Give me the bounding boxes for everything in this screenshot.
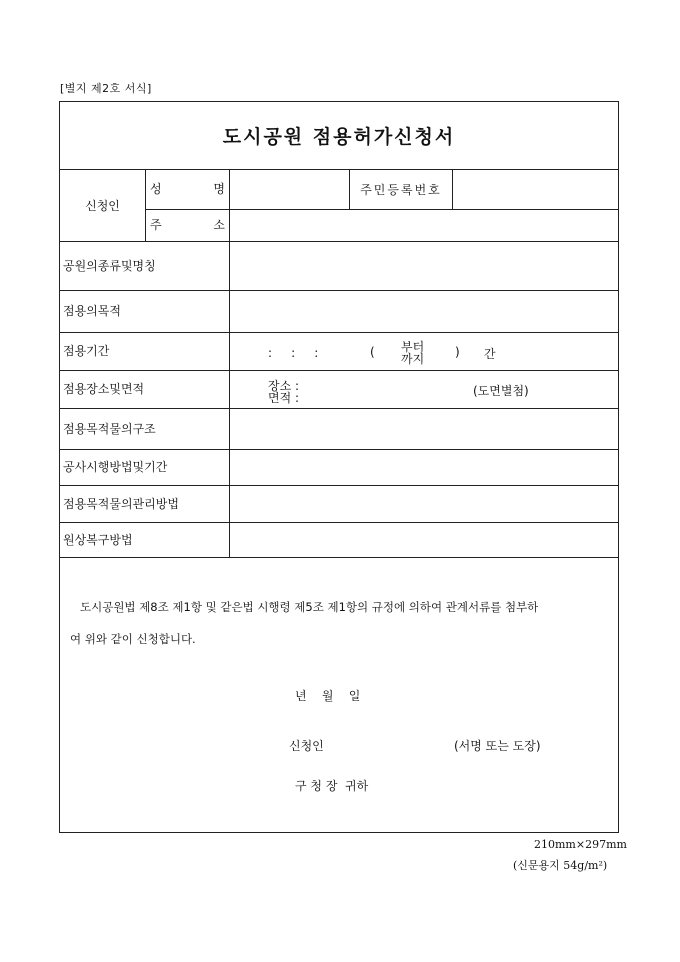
park-type-field[interactable] — [230, 242, 618, 290]
structure-label: 점용목적물의구조 — [63, 421, 156, 436]
place-area-label: 점용장소및면적 — [63, 382, 145, 396]
signature-note[interactable]: (서명 또는 도장) — [454, 739, 541, 753]
form-title: 도시공원 점용허가신청서 — [222, 126, 456, 148]
address-field[interactable] — [230, 210, 618, 241]
construction-field[interactable] — [230, 450, 618, 485]
period-field[interactable]: : : : ( 부터 까지 ) 간 — [268, 340, 496, 366]
rrn-field[interactable] — [453, 170, 618, 209]
restoration-label: 원상복구방법 — [63, 532, 133, 547]
park-type-label: 공원의종류및명칭 — [63, 258, 156, 273]
name-label: 성 명 — [150, 182, 225, 196]
form-reference: [별지 제2호 서식] — [60, 82, 152, 95]
name-field[interactable] — [230, 170, 349, 209]
management-field[interactable] — [230, 486, 618, 522]
addressee: 구 청 장 귀하 — [295, 779, 369, 793]
application-form — [59, 101, 619, 833]
drawing-note: (도면별첨) — [473, 384, 529, 398]
restoration-field[interactable] — [230, 523, 618, 557]
period-label: 점용기간 — [63, 344, 110, 358]
date-line[interactable]: 년 월 일 — [295, 689, 361, 703]
purpose-field[interactable] — [230, 291, 618, 332]
place-label: 장소 : — [268, 379, 300, 393]
applicant-group-label: 신청인 — [85, 199, 120, 213]
paper-type: (신문용지 54g/m²) — [513, 859, 608, 872]
structure-field[interactable] — [230, 409, 618, 449]
signer-label: 신청인 — [289, 739, 324, 753]
statement-line-2: 여 위와 같이 신청합니다. — [70, 632, 196, 646]
area-label: 면적 : — [268, 391, 300, 405]
management-label: 점용목적물의관리방법 — [63, 496, 179, 511]
place-area-field[interactable] — [230, 371, 618, 408]
rrn-label: 주민등록번호 — [360, 183, 442, 197]
construction-label: 공사시행방법및기간 — [63, 460, 168, 474]
paper-size: 210mm×297mm — [534, 838, 627, 851]
purpose-label: 점용의목적 — [63, 304, 121, 318]
address-label: 주 소 — [150, 218, 225, 232]
statement-line-1: 도시공원법 제8조 제1항 및 같은법 시행령 제5조 제1항의 규정에 의하여 관계서류를 첨부하 — [80, 600, 539, 614]
